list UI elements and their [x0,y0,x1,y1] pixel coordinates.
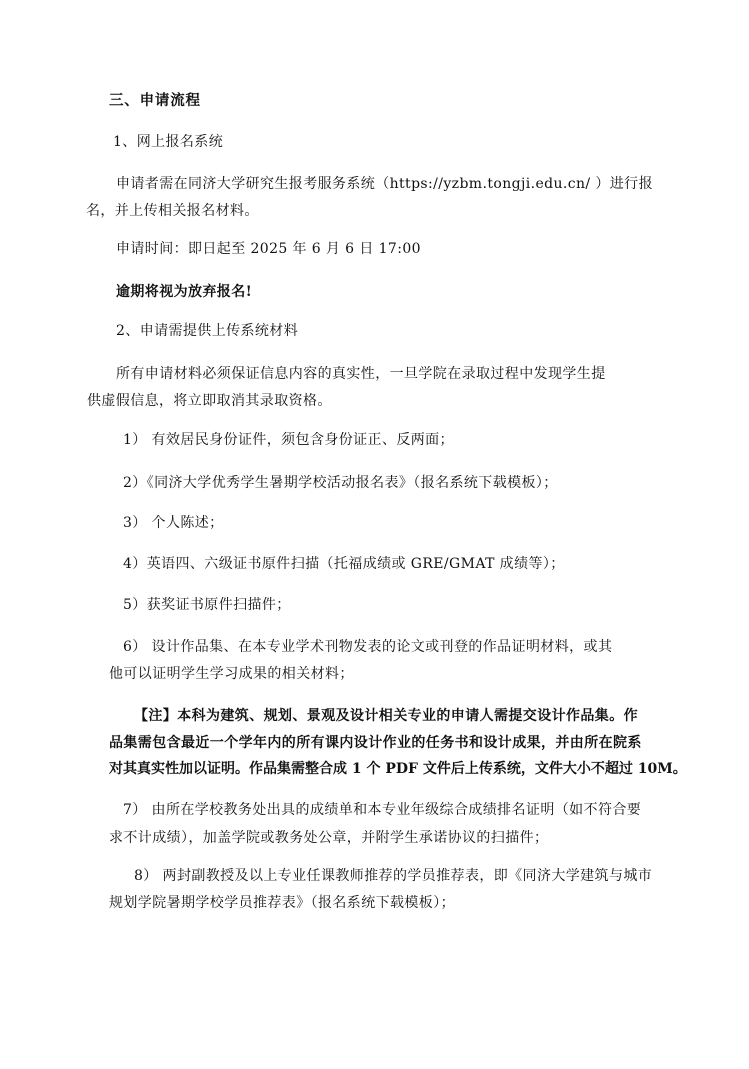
note-line2: 品集需包含最近一个学年内的所有课内设计作业的任务书和设计成果，并由所在院系 [109,735,642,751]
material-item-8-line1: 8） 两封副教授及以上专业任课教师推荐的学员推荐表，即《同济大学建筑与城市 [134,868,653,884]
deadline-warning: 逾期将视为放弃报名! [116,284,253,300]
step2-intro-line1: 所有申请材料必须保证信息内容的真实性，一旦学院在录取过程中发现学生提 [116,366,606,382]
material-item-2: 2）《同济大学优秀学生暑期学校活动报名表》（报名系统下载模板）； [123,475,558,491]
step2-heading: 2、申请需提供上传系统材料 [116,323,299,339]
material-item-7-line2: 求不计成绩），加盖学院或教务处公章，并附学生承诺协议的扫描件； [109,830,549,846]
material-item-1: 1） 有效居民身份证件，须包含身份证正、反两面； [123,432,454,448]
material-item-5: 5）获奖证书原件扫描件； [123,597,291,613]
material-item-7-line1: 7） 由所在学校教务处出具的成绩单和本专业年级综合成绩排名证明（如不符合要 [123,802,642,818]
material-item-4: 4）英语四、六级证书原件扫描（托福成绩或 GRE/GMAT 成绩等）； [123,556,565,572]
step1-text-line2: 名，并上传相关报名材料。 [86,203,259,219]
step1-text-line1: 申请者需在同济大学研究生报考服务系统（https://yzbm.tongji.edu.cn/ ）进行报 [116,176,653,192]
material-item-8-line2: 规划学院暑期学校学员推荐表》（报名系统下载模板）； [109,895,455,911]
step2-intro-line2: 供虚假信息，将立即取消其录取资格。 [87,393,332,409]
material-item-6-line1: 6） 设计作品集、在本专业学术刊物发表的论文或刊登的作品证明材料，或其 [123,639,613,655]
note-line1: 【注】本科为建筑、规划、景观及设计相关专业的申请人需提交设计作品集。作 [134,708,638,724]
material-item-3: 3） 个人陈述； [123,515,224,531]
step1-heading: 1、网上报名系统 [113,134,224,150]
material-item-6-line2: 他可以证明学生学习成果的相关材料； [109,666,354,682]
note-line3: 对其真实性加以证明。作品集需整合成 1 个 PDF 文件后上传系统，文件大小不超过 10M。 [109,761,687,777]
application-time: 申请时间：即日起至 2025 年 6 月 6 日 17:00 [116,241,421,257]
section-title: 三、申请流程 [109,92,201,109]
